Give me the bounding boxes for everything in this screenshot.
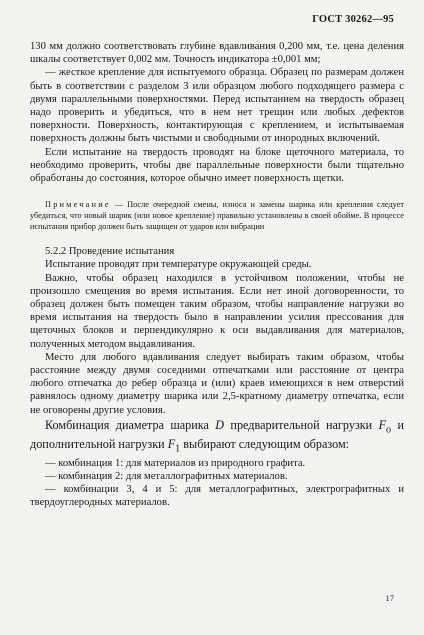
- note: [30, 199, 404, 232]
- combination-heading: Комбинация диаметра шарика D предварительной нагрузки $F_o$ и дополнительной нагрузки $F_1$ выбирают следующим образом:: [30, 417, 404, 455]
- list-item: — комбинации 3, 4 и 5: для металлографитных, электрографитных и твердоуглеродных материалов.: [30, 484, 404, 509]
- standard-header: ГОСТ 30262—95: [312, 14, 394, 25]
- list-item: — комбинация 1: для материалов из природного графита.: [45, 457, 306, 469]
- section-heading: 5.2.2 Проведение испытания: [45, 246, 175, 258]
- list-item: — комбинация 2: для металлографитных материалов.: [45, 470, 288, 482]
- paragraph-2: — жесткое крепление для испытуемого образца. Образец по размерам должен быть в соответствии с разделом 3 или образцом любого подходящего размера с двумя параллельными поверхностями. Перед испытанием на твердость образец надо проверить и убедиться, что в нем нет трещин или любых дефектов поверхности. Поверхность, контактирующая с креплением, и испытываемая поверхность должны быть чистыми и свободными от инородных включений.: [30, 67, 404, 145]
- paragraph-3: Если испытание на твердость проводят на блоке щеточного материала, то необходимо проверить, чтобы две параллельные поверхности были тщательно обработаны до состояния, которое обычно имеет поверхность щетки.: [30, 146, 404, 185]
- body-text: [30, 40, 404, 510]
- note-label: Примечание: [45, 200, 111, 210]
- paragraph-1: 130 мм должно соответствовать глубине вдавливания 0,200 мм, т.е. цена деления шкалы соответствует 0,002 мм. Точность индикатора ±0,001 мм;: [30, 41, 404, 66]
- paragraph-4: Испытание проводят при температуре окружающей среды.: [45, 259, 312, 271]
- paragraph-5: Важно, чтобы образец находился в устойчивом положении, чтобы не произошло смещения во время испытания. Если нет иной договоренности, то образец должен быть помещен таким образом, чтобы направление нагрузки во время испытания на твердость было в направлении усилия прессования для щеточных блоков и перпендикулярно к оси выдавливания для материалов, полученных методом выдавливания.: [30, 272, 404, 350]
- paragraph-6: Место для любого вдавливания следует выбирать таким образом, чтобы расстояние между двумя соседними отпечатками или расстояние от центра любого отпечатка до ребер образца и (или) краев имеющихся в нем отверстий равнялось одному диаметру шарика или 2,5-кратному диаметру отпечатка, если не оговорены другие условия.: [30, 351, 404, 416]
- note-text: — После очередной смены, износа и замены шарика или крепления следует убедиться, что новый шарик (или новое крепление) правильно установлены в своей обойме. В процессе испытания прибор должен быть защищен от ударов или вибрации: [30, 200, 404, 232]
- page-number: 17: [385, 593, 394, 603]
